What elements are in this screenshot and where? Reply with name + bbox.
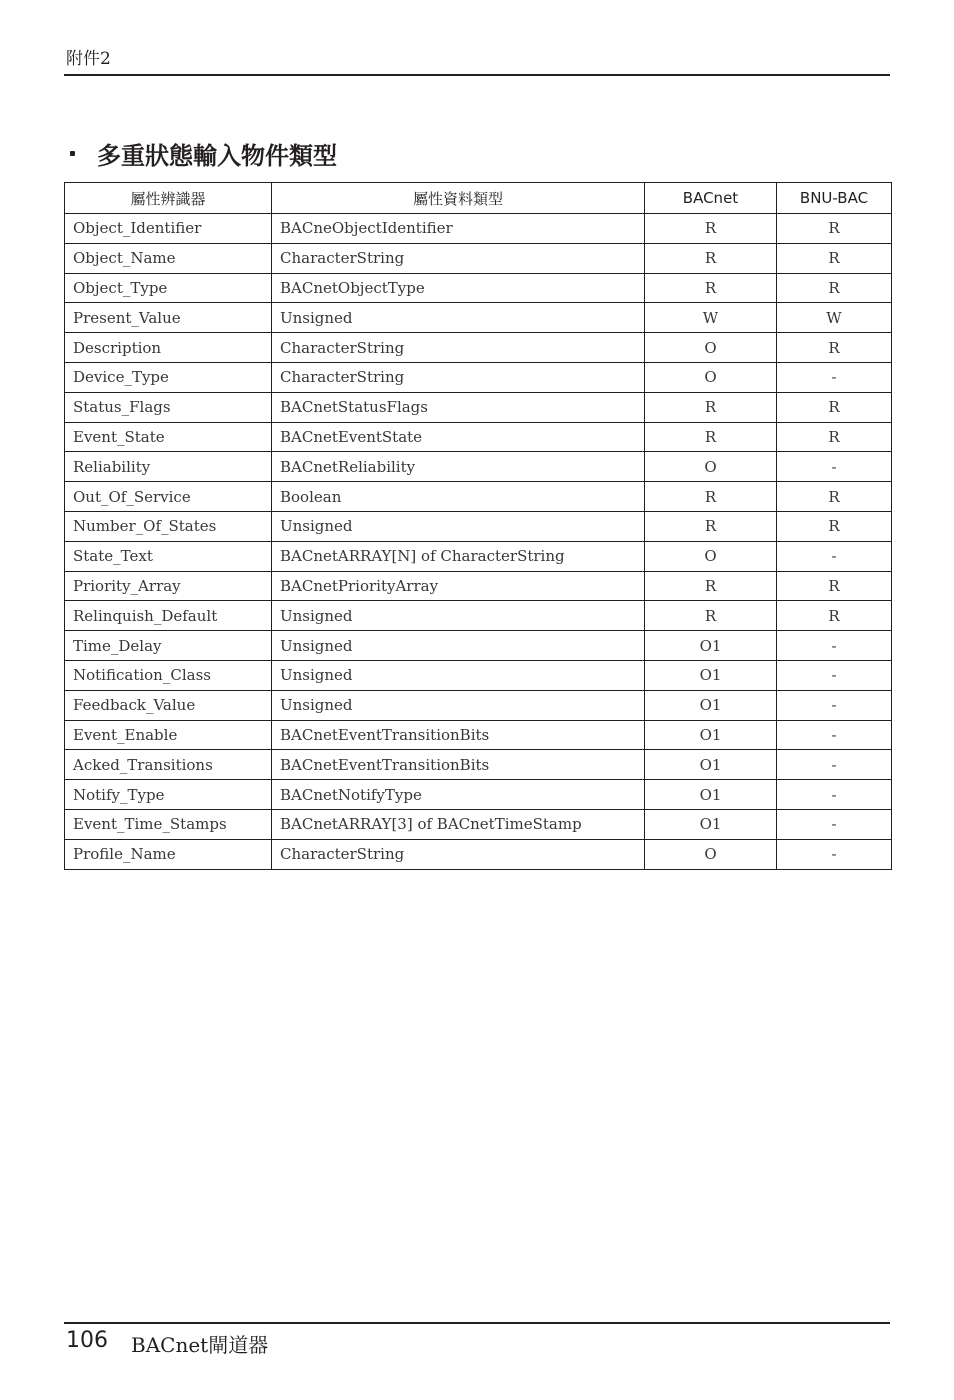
bacnet-access-cell: R: [645, 273, 777, 303]
property-identifier-cell: Relinquish_Default: [65, 601, 272, 631]
table-row: [65, 541, 892, 571]
data-type-cell: Unsigned: [272, 511, 645, 541]
column-header-bacnet: BACnet: [645, 183, 777, 214]
data-type-cell: BACnetEventState: [272, 422, 645, 452]
table-row: [65, 839, 892, 869]
data-type-cell: BACnetNotifyType: [272, 780, 645, 810]
bnu-bac-access-cell: R: [777, 392, 892, 422]
table-row: [65, 452, 892, 482]
property-identifier-cell: Number_Of_States: [65, 511, 272, 541]
table-row: [65, 422, 892, 452]
table-row: [65, 780, 892, 810]
data-type-cell: Unsigned: [272, 631, 645, 661]
table-row: [65, 809, 892, 839]
column-header-property-identifier: 屬性辨識器: [65, 183, 272, 214]
bnu-bac-access-cell: -: [777, 690, 892, 720]
table-row: [65, 601, 892, 631]
table-row: [65, 214, 892, 244]
bnu-bac-access-cell: -: [777, 780, 892, 810]
bnu-bac-access-cell: -: [777, 750, 892, 780]
bacnet-access-cell: O: [645, 839, 777, 869]
column-header-bnu-bac: BNU-BAC: [777, 183, 892, 214]
bacnet-access-cell: O: [645, 362, 777, 392]
bnu-bac-access-cell: -: [777, 720, 892, 750]
bacnet-access-cell: R: [645, 571, 777, 601]
appendix-label: 附件2: [66, 49, 111, 69]
bacnet-access-cell: O: [645, 452, 777, 482]
data-type-cell: BACnetEventTransitionBits: [272, 750, 645, 780]
property-identifier-cell: Event_Time_Stamps: [65, 809, 272, 839]
bnu-bac-access-cell: R: [777, 511, 892, 541]
property-identifier-cell: State_Text: [65, 541, 272, 571]
property-identifier-cell: Profile_Name: [65, 839, 272, 869]
property-identifier-cell: Notify_Type: [65, 780, 272, 810]
bacnet-access-cell: O1: [645, 660, 777, 690]
property-identifier-cell: Time_Delay: [65, 631, 272, 661]
bacnet-access-cell: R: [645, 482, 777, 512]
data-type-cell: BACnetStatusFlags: [272, 392, 645, 422]
property-identifier-cell: Notification_Class: [65, 660, 272, 690]
data-type-cell: BACnetEventTransitionBits: [272, 720, 645, 750]
column-header-data-type: 屬性資料類型: [272, 183, 645, 214]
property-identifier-cell: Present_Value: [65, 303, 272, 333]
section-heading: [70, 136, 337, 171]
data-type-cell: BACnetPriorityArray: [272, 571, 645, 601]
bnu-bac-access-cell: R: [777, 243, 892, 273]
bnu-bac-access-cell: R: [777, 214, 892, 244]
table-row: [65, 273, 892, 303]
property-identifier-cell: Description: [65, 333, 272, 363]
table-row: [65, 571, 892, 601]
bacnet-access-cell: O: [645, 333, 777, 363]
bacnet-access-cell: R: [645, 392, 777, 422]
property-identifier-cell: Object_Identifier: [65, 214, 272, 244]
footer-title: BACnet閘道器: [131, 1333, 269, 1357]
bacnet-access-cell: R: [645, 511, 777, 541]
property-identifier-cell: Event_Enable: [65, 720, 272, 750]
property-identifier-cell: Status_Flags: [65, 392, 272, 422]
bnu-bac-access-cell: R: [777, 422, 892, 452]
bnu-bac-access-cell: R: [777, 333, 892, 363]
data-type-cell: Unsigned: [272, 601, 645, 631]
bacnet-access-cell: O1: [645, 750, 777, 780]
table-row: [65, 750, 892, 780]
bacnet-access-cell: R: [645, 214, 777, 244]
property-identifier-cell: Object_Name: [65, 243, 272, 273]
property-identifier-cell: Out_Of_Service: [65, 482, 272, 512]
bnu-bac-access-cell: R: [777, 482, 892, 512]
bacnet-access-cell: O: [645, 541, 777, 571]
table-row: [65, 690, 892, 720]
table-row: [65, 631, 892, 661]
property-identifier-cell: Device_Type: [65, 362, 272, 392]
bnu-bac-access-cell: -: [777, 660, 892, 690]
data-type-cell: CharacterString: [272, 839, 645, 869]
bacnet-access-cell: O1: [645, 720, 777, 750]
bacnet-access-cell: R: [645, 601, 777, 631]
property-identifier-cell: Feedback_Value: [65, 690, 272, 720]
property-identifier-cell: Acked_Transitions: [65, 750, 272, 780]
bacnet-access-cell: W: [645, 303, 777, 333]
data-type-cell: BACneObjectIdentifier: [272, 214, 645, 244]
data-type-cell: BACnetARRAY[N] of CharacterString: [272, 541, 645, 571]
bacnet-access-cell: R: [645, 243, 777, 273]
bnu-bac-access-cell: W: [777, 303, 892, 333]
table-row: [65, 333, 892, 363]
bnu-bac-access-cell: -: [777, 839, 892, 869]
footer-divider: [64, 1322, 890, 1324]
data-type-cell: CharacterString: [272, 243, 645, 273]
bnu-bac-access-cell: -: [777, 631, 892, 661]
bnu-bac-access-cell: -: [777, 452, 892, 482]
bacnet-access-cell: O1: [645, 690, 777, 720]
property-table: [64, 182, 892, 870]
table-row: [65, 362, 892, 392]
data-type-cell: Boolean: [272, 482, 645, 512]
bnu-bac-access-cell: R: [777, 571, 892, 601]
table-row: [65, 392, 892, 422]
property-identifier-cell: Event_State: [65, 422, 272, 452]
bnu-bac-access-cell: -: [777, 541, 892, 571]
data-type-cell: Unsigned: [272, 303, 645, 333]
table-row: [65, 303, 892, 333]
table-header-row: [65, 183, 892, 214]
bnu-bac-access-cell: -: [777, 362, 892, 392]
bacnet-access-cell: O1: [645, 780, 777, 810]
header-divider: [64, 74, 890, 76]
table-row: [65, 243, 892, 273]
data-type-cell: Unsigned: [272, 660, 645, 690]
bnu-bac-access-cell: R: [777, 601, 892, 631]
data-type-cell: BACnetReliability: [272, 452, 645, 482]
data-type-cell: CharacterString: [272, 333, 645, 363]
table-row: [65, 482, 892, 512]
bullet-icon: [70, 151, 75, 156]
bacnet-access-cell: O1: [645, 631, 777, 661]
bnu-bac-access-cell: -: [777, 809, 892, 839]
data-type-cell: BACnetObjectType: [272, 273, 645, 303]
bnu-bac-access-cell: R: [777, 273, 892, 303]
table-row: [65, 511, 892, 541]
section-title: 多重狀態輸入物件類型: [97, 142, 337, 170]
data-type-cell: BACnetARRAY[3] of BACnetTimeStamp: [272, 809, 645, 839]
bacnet-access-cell: O1: [645, 809, 777, 839]
property-identifier-cell: Object_Type: [65, 273, 272, 303]
table-row: [65, 660, 892, 690]
property-identifier-cell: Priority_Array: [65, 571, 272, 601]
table-body: [65, 214, 892, 870]
table-row: [65, 720, 892, 750]
data-type-cell: CharacterString: [272, 362, 645, 392]
data-type-cell: Unsigned: [272, 690, 645, 720]
property-identifier-cell: Reliability: [65, 452, 272, 482]
bacnet-access-cell: R: [645, 422, 777, 452]
page-number: 106: [66, 1328, 108, 1353]
